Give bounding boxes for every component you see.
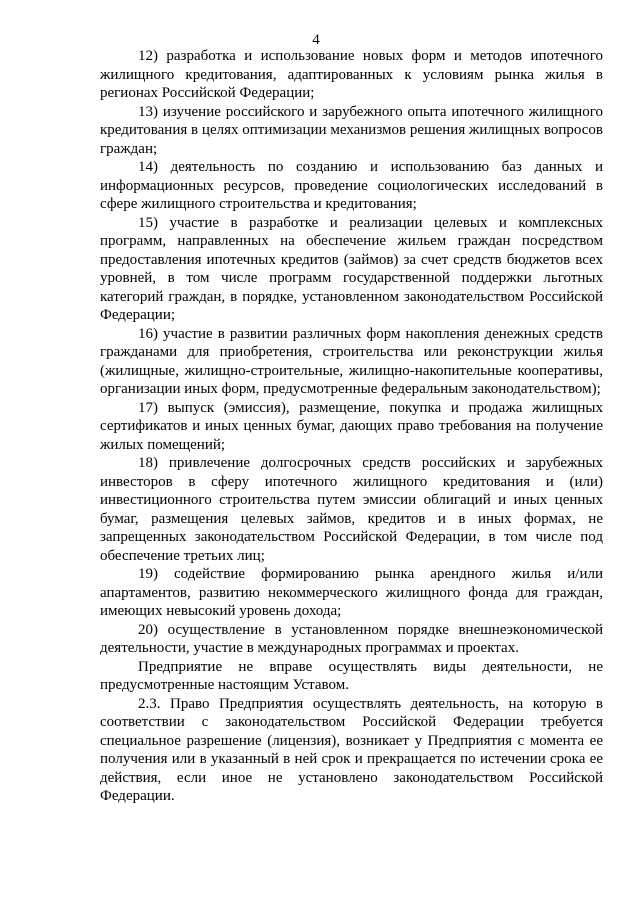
- list-item-14: 14) деятельность по созданию и использованию баз данных и информационных ресурсов, проведение социологических исследований в сфере жилищного строительства и кредитования;: [100, 159, 603, 212]
- list-item-18: 18) привлечение долгосрочных средств российских и зарубежных инвесторов в сферу ипотечного жилищного кредитования и (или) инвестиционного строительства путем эмиссии облигаций и иных ценных бумаг, размещения целевых займов, кредитов и в иных формах, не запрещенных законодательством Российской Федерации, в том числе под обеспечение третьих лиц;: [100, 455, 603, 564]
- document-body: [100, 47, 603, 806]
- list-item-20: 20) осуществление в установленном порядке внешнеэкономической деятельности, участие в международных программах и проектах.: [100, 621, 603, 656]
- list-item-15: 15) участие в разработке и реализации целевых и комплексных программ, направленных на обеспечение жильем граждан посредством предоставления ипотечных кредитов (займов) за счет средств бюджетов всех уровней, в том числе программ государственной поддержки льготных категорий граждан, в порядке, установленном законодательством Российской Федерации;: [100, 214, 603, 323]
- list-item-16: 16) участие в развитии различных форм накопления денежных средств гражданами для приобретения, строительства или реконструкции жилья (жилищные, жилищно-строительные, жилищно-накопительные кооперативы, организации иных форм, предусмотренные федеральным законодательством);: [100, 325, 603, 397]
- restriction-paragraph: Предприятие не вправе осуществлять виды деятельности, не предусмотренные настоящим Уставом.: [100, 658, 603, 693]
- list-item-13: 13) изучение российского и зарубежного опыта ипотечного жилищного кредитования в целях оптимизации механизмов решения жилищных вопросов граждан;: [100, 103, 603, 157]
- list-item-17: 17) выпуск (эмиссия), размещение, покупка и продажа жилищных сертификатов и иных ценных бумаг, дающих право требования на получение жилых помещений;: [100, 399, 603, 453]
- list-item-12: 12) разработка и использование новых форм и методов ипотечного жилищного кредитования, адаптированных к условиям рынка жилья в регионах Российской Федерации;: [100, 48, 603, 101]
- section-2-3-paragraph: 2.3. Право Предприятия осуществлять деятельность, на которую в соответствии с законодательством Российской Федерации требуется специальное разрешение (лицензия), возникает у Предприятия с момента ее получения или в указанный в ней срок и прекращается по истечении срока ее действия, если иное не установлено законодательством Российской Федерации.: [100, 695, 603, 804]
- list-item-19: 19) содействие формированию рынка арендного жилья и/или апартаментов, развитию некоммерческого жилищного фонда для граждан, имеющих невысокий уровень дохода;: [100, 566, 603, 619]
- page-number: 4: [312, 32, 320, 48]
